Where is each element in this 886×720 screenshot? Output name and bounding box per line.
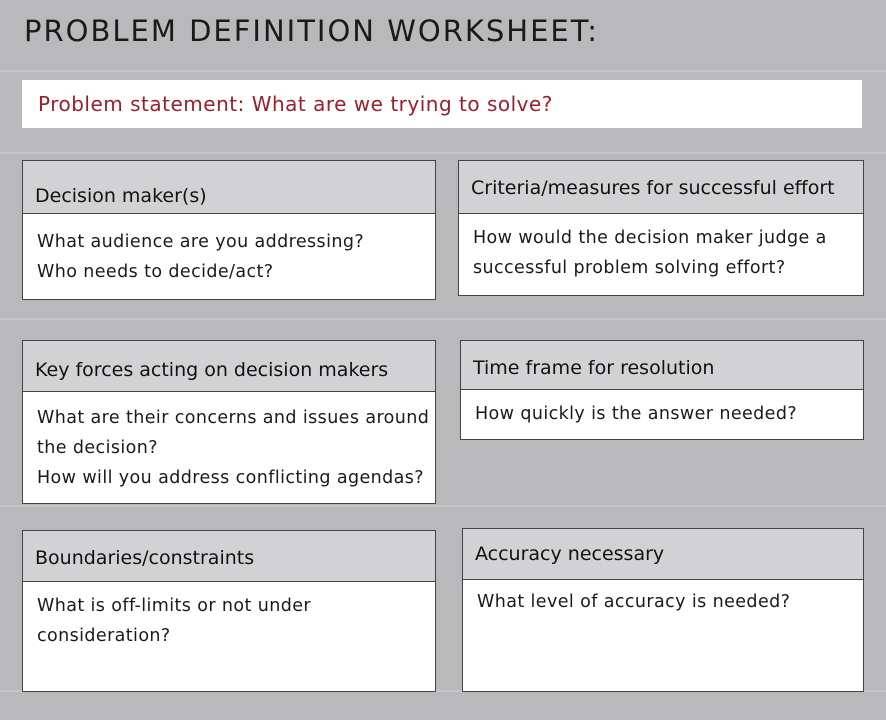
card-decision-makers <box>22 160 436 300</box>
worksheet-title: PROBLEM DEFINITION WORKSHEET: <box>24 14 600 48</box>
card-time-frame <box>460 340 864 440</box>
card-header <box>459 161 863 214</box>
background-line <box>0 505 886 507</box>
card-line: How quickly is the answer needed? <box>475 404 798 424</box>
card-body <box>473 223 855 283</box>
problem-statement: Problem statement: What are we trying to solve? <box>38 92 553 116</box>
card-line: What level of accuracy is needed? <box>477 592 791 612</box>
card-body <box>37 403 430 493</box>
card-header <box>23 531 435 582</box>
card-header <box>463 529 863 580</box>
card-body <box>475 399 855 429</box>
card-header <box>461 341 863 390</box>
card-title: Decision maker(s) <box>35 185 207 207</box>
card-key-forces <box>22 340 436 504</box>
card-line: consideration? <box>37 626 171 646</box>
card-boundaries <box>22 530 436 692</box>
card-body <box>37 591 427 651</box>
card-line: How will you address conflicting agendas? <box>37 468 424 488</box>
card-header <box>23 161 435 214</box>
background-line <box>0 318 886 320</box>
card-header <box>23 341 435 392</box>
card-line: How would the decision maker judge a <box>473 228 827 248</box>
problem-statement-box <box>22 80 862 128</box>
card-line: the decision? <box>37 438 158 458</box>
card-line: What audience are you addressing? <box>37 232 365 252</box>
card-title: Key forces acting on decision makers <box>35 359 389 381</box>
card-criteria <box>458 160 864 296</box>
card-title: Time frame for resolution <box>473 357 715 379</box>
card-line: successful problem solving effort? <box>473 258 786 278</box>
card-line: What is off-limits or not under <box>37 596 311 616</box>
background-line <box>0 70 886 72</box>
card-accuracy <box>462 528 864 692</box>
card-title: Accuracy necessary <box>475 543 665 565</box>
card-body <box>477 587 855 617</box>
card-body <box>37 227 427 287</box>
background-line <box>0 152 886 154</box>
card-line: Who needs to decide/act? <box>37 262 274 282</box>
card-title: Criteria/measures for successful effort <box>471 177 835 199</box>
card-line: What are their concerns and issues around <box>37 408 430 428</box>
card-title: Boundaries/constraints <box>35 547 255 569</box>
